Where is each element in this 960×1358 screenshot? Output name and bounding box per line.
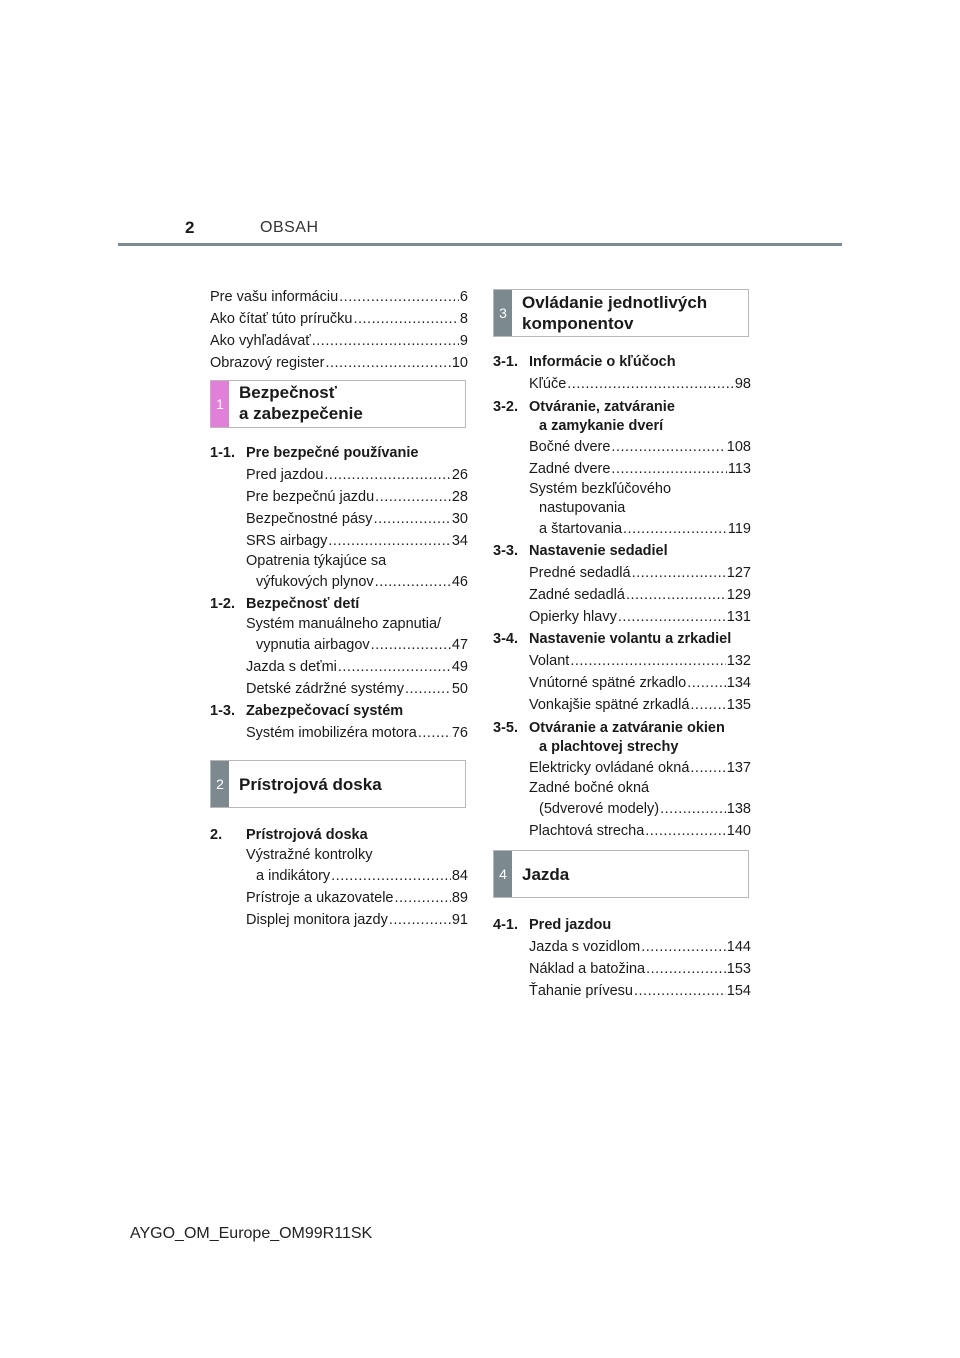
toc-entry-page: 131 [726, 609, 751, 625]
toc-entry[interactable] [529, 980, 751, 1002]
toc-entry[interactable] [529, 958, 751, 980]
toc-entry-page: 153 [726, 961, 751, 977]
chapter-3-tab: 3 [494, 290, 512, 336]
toc-entry[interactable] [246, 887, 468, 909]
toc-entry-page: 91 [451, 912, 468, 928]
section-heading[interactable]: 1-2. Bezpečnosť detí [210, 596, 360, 612]
toc-entry-title: Elektricky ovládané okná [529, 760, 690, 776]
toc-entry-page: 132 [726, 653, 751, 669]
toc-entry-title: Volant [529, 653, 570, 669]
toc-entry[interactable] [246, 508, 468, 530]
toc-entry[interactable] [529, 584, 751, 606]
toc-entry-page: 34 [451, 533, 468, 549]
toc-entry-title: Opierky hlavy [529, 609, 617, 625]
toc-entry[interactable] [529, 436, 751, 458]
toc-entry-title: Kľúče [529, 376, 567, 392]
chapter-4-title: Jazda [522, 864, 570, 884]
toc-entry-title: SRS airbagy [246, 533, 328, 549]
dot-leader [687, 672, 726, 694]
toc-entry[interactable] [210, 330, 468, 352]
toc-entry[interactable] [529, 458, 751, 480]
toc-entry-page: 6 [459, 289, 468, 305]
dot-leader [371, 634, 451, 656]
section-heading[interactable]: 3-5. Otváranie a zatváranie okien a plachtovej strechy [493, 720, 725, 755]
toc-entry[interactable] [246, 678, 468, 700]
section-heading[interactable]: 1-3. Zabezpečovací systém [210, 703, 404, 719]
toc-entry-title: a štartovania [539, 521, 623, 537]
toc-entry[interactable] [210, 308, 468, 330]
toc-entry-multiline[interactable]: Systém manuálneho zapnutia/ vypnutia airbagov ..... 47 [246, 615, 468, 656]
toc-entry-title: Pre vašu informáciu [210, 289, 339, 305]
toc-entry-title: Pre bezpečnú jazdu [246, 489, 375, 505]
toc-entry-title: Displej monitora jazdy [246, 912, 388, 928]
toc-entry-multiline[interactable]: Výstražné kontrolky a indikátory ..... 84 [246, 846, 468, 887]
footer-doc-id: AYGO_OM_Europe_OM99R11SK [130, 1225, 373, 1242]
toc-entry-page: 144 [726, 939, 751, 955]
toc-left-column [210, 286, 468, 931]
toc-entry-page: 46 [451, 574, 468, 590]
toc-entry-page: 98 [734, 376, 751, 392]
toc-entry-title: Prístroje a ukazovatele [246, 890, 394, 906]
toc-entry[interactable] [246, 486, 468, 508]
dot-leader [328, 530, 450, 552]
toc-entry-title: Plachtová strecha [529, 823, 645, 839]
dot-leader [611, 436, 725, 458]
dot-leader [634, 980, 726, 1002]
toc-entry[interactable] [246, 656, 468, 678]
dot-leader [325, 352, 450, 374]
toc-entry[interactable] [529, 650, 751, 672]
dot-leader [645, 820, 726, 842]
toc-entry-title: vypnutia airbagov [256, 637, 370, 653]
toc-entry-page: 135 [726, 697, 751, 713]
chapter-2-box[interactable] [210, 760, 466, 808]
toc-entry[interactable] [210, 352, 468, 374]
toc-entry-title: Ťahanie prívesu [529, 983, 633, 999]
toc-entry-page: 134 [726, 675, 751, 691]
toc-entry-page: 84 [451, 868, 468, 884]
dot-leader [389, 909, 451, 931]
section-heading[interactable]: 2. Prístrojová doska [210, 827, 368, 843]
toc-entry-page: 140 [726, 823, 751, 839]
dot-leader [646, 958, 726, 980]
toc-entry-title: Vonkajšie spätné zrkadlá [529, 697, 690, 713]
dot-leader [375, 486, 451, 508]
dot-leader [570, 650, 725, 672]
chapter-4-tab: 4 [494, 851, 512, 897]
section-heading[interactable]: 3-2. Otváranie, zatváranie a zamykanie dverí [493, 399, 675, 434]
dot-leader [338, 656, 451, 678]
toc-entry-page: 26 [451, 467, 468, 483]
dot-leader [395, 887, 451, 909]
toc-entry-title: Detské zádržné systémy [246, 681, 404, 697]
dot-leader [374, 508, 451, 530]
toc-entry-title: Ako vyhľadávať [210, 333, 311, 349]
chapter-3-title: Ovládanie jednotlivých komponentov [522, 293, 708, 333]
dot-leader [618, 606, 726, 628]
toc-entry-title: a indikátory [256, 868, 331, 884]
toc-entry-title: Zadné sedadlá [529, 587, 625, 603]
toc-entry[interactable] [529, 820, 751, 842]
toc-entry-title: Obrazový register [210, 355, 325, 371]
dot-leader [632, 562, 726, 584]
toc-entry[interactable] [246, 464, 468, 486]
toc-entry[interactable] [529, 562, 751, 584]
toc-entry-multiline[interactable]: Systém bezkľúčového nastupovania a štartovania ..... 119 [529, 480, 751, 540]
chapter-3-box[interactable] [493, 289, 749, 337]
section-heading[interactable]: 3-4. Nastavenie volantu a zrkadiel [493, 631, 732, 647]
chapter-1-title: Bezpečnosť a zabezpečenie [239, 383, 363, 423]
dot-leader [690, 694, 725, 716]
toc-entry[interactable] [529, 757, 751, 779]
toc-entry-page: 108 [726, 439, 751, 455]
dot-leader [418, 722, 451, 744]
toc-right-column [493, 289, 751, 1002]
toc-entry-page: 113 [727, 461, 751, 477]
chapter-1-box[interactable] [210, 380, 466, 428]
dot-leader [611, 458, 726, 480]
dot-leader [626, 584, 726, 606]
dot-leader [623, 518, 727, 540]
toc-entry[interactable] [246, 909, 468, 931]
chapter-2-title: Prístrojová doska [239, 774, 382, 794]
toc-entry-title: (5dverové modely) [539, 801, 660, 817]
toc-entry-title: Jazda s deťmi [246, 659, 337, 675]
toc-entry-page: 28 [451, 489, 468, 505]
toc-entry-page: 137 [726, 760, 751, 776]
toc-entry-page: 49 [451, 659, 468, 675]
toc-entry-page: 8 [459, 311, 468, 327]
toc-entry-page: 154 [726, 983, 751, 999]
toc-entry-title: Jazda s vozidlom [529, 939, 641, 955]
toc-entry[interactable] [246, 722, 468, 744]
dot-leader [405, 678, 451, 700]
section-heading[interactable]: 3-1. Informácie o kľúčoch [493, 354, 676, 370]
chapter-2-tab: 2 [211, 761, 229, 807]
dot-leader [567, 373, 734, 395]
toc-entry[interactable] [529, 672, 751, 694]
toc-entry-title: výfukových plynov [256, 574, 374, 590]
toc-entry-page: 127 [726, 565, 751, 581]
dot-leader [660, 798, 726, 820]
toc-entry[interactable] [210, 286, 468, 308]
toc-entry-title: Pred jazdou [246, 467, 324, 483]
toc-entry-page: 50 [451, 681, 468, 697]
toc-entry[interactable] [529, 936, 751, 958]
header-rule [118, 243, 842, 246]
dot-leader [641, 936, 726, 958]
toc-entry-title: Systém imobilizéra motora [246, 725, 417, 741]
toc-entry[interactable] [529, 606, 751, 628]
chapter-4-box[interactable] [493, 850, 749, 898]
toc-entry-page: 9 [459, 333, 468, 349]
toc-entry-title: Ako čítať túto príručku [210, 311, 353, 327]
toc-entry-title: Bezpečnostné pásy [246, 511, 373, 527]
section-heading[interactable]: 4-1. Pred jazdou [493, 917, 612, 933]
page-number: 2 [185, 218, 195, 237]
dot-leader [324, 464, 450, 486]
toc-entry[interactable] [529, 694, 751, 716]
toc-entry-title: Bočné dvere [529, 439, 611, 455]
dot-leader [331, 865, 451, 887]
dot-leader [339, 286, 459, 308]
toc-entry-title: Vnútorné spätné zrkadlo [529, 675, 687, 691]
toc-entry-page: 47 [451, 637, 468, 653]
toc-entry-page: 129 [726, 587, 751, 603]
toc-entry-title: Zadné dvere [529, 461, 611, 477]
chapter-1-tab: 1 [211, 381, 229, 427]
dot-leader [312, 330, 459, 352]
toc-entry-multiline[interactable]: Opatrenia týkajúce sa výfukových plynov ..... 46 [246, 552, 468, 593]
toc-entry-page: 76 [451, 725, 468, 741]
toc-entry-page: 138 [726, 801, 751, 817]
dot-leader [353, 308, 458, 330]
section-heading[interactable]: 3-3. Nastavenie sedadiel [493, 543, 668, 559]
toc-entry-title: Predné sedadlá [529, 565, 631, 581]
toc-entry-multiline[interactable]: Zadné bočné okná (5dverové modely) ..... 138 [529, 779, 751, 820]
dot-leader [690, 757, 725, 779]
toc-entry-page: 30 [451, 511, 468, 527]
toc-entry-title: Náklad a batožina [529, 961, 646, 977]
page-header-title: OBSAH [260, 219, 319, 236]
toc-entry[interactable] [246, 530, 468, 552]
toc-entry-page: 119 [727, 521, 751, 537]
toc-entry-page: 89 [451, 890, 468, 906]
dot-leader [375, 571, 451, 593]
toc-entry[interactable] [529, 373, 751, 395]
toc-entry-page: 10 [451, 355, 468, 371]
section-heading[interactable]: 1-1. Pre bezpečné používanie [210, 445, 419, 461]
